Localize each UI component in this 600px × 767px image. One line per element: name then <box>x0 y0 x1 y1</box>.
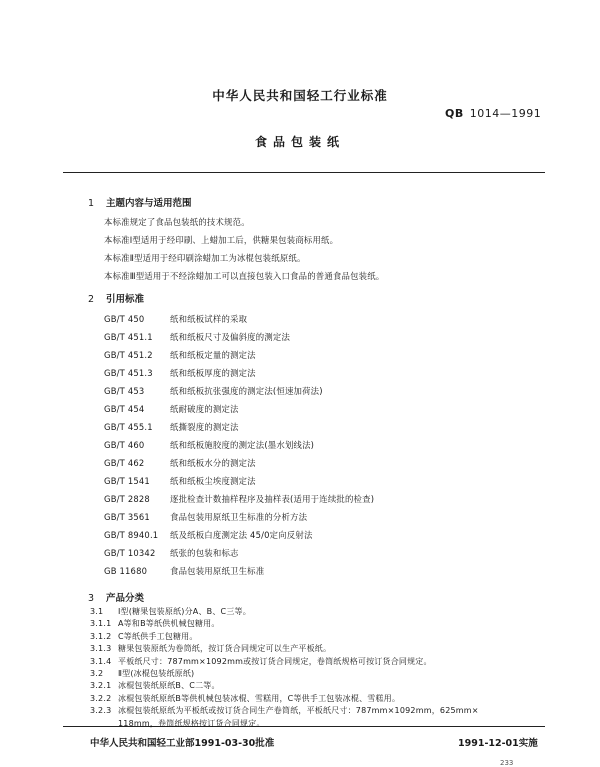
classification-item <box>90 718 265 729</box>
reference-code: GB/T 454 <box>104 404 145 414</box>
reference-item <box>104 565 264 577</box>
section-1-line: 本标准Ⅲ型适用于不经涂蜡加工可以直接包装入口食品的普通食品包装纸。 <box>104 271 385 281</box>
reference-title: 纸撕裂度的测定法 <box>170 422 239 432</box>
reference-item <box>104 349 256 361</box>
section-1-line: 本标准Ⅰ型适用于经印刷、上蜡加工后，供糖果包装商标用纸。 <box>104 235 339 245</box>
clause-text: C等纸供手工包糖用。 <box>118 631 198 641</box>
reference-title: 纸和纸板尺寸及偏斜度的测定法 <box>170 332 291 342</box>
reference-title: 纸及纸板白度测定法 45/0定向反射法 <box>170 530 313 540</box>
section-2-number: 2 <box>88 294 95 305</box>
standard-code-number: 1014—1991 <box>469 107 542 120</box>
clause-text: Ⅱ型(冰棍包装纸原纸) <box>118 669 195 678</box>
section-3-number: 3 <box>88 593 95 604</box>
classification-item <box>90 705 479 716</box>
reference-item <box>104 475 256 487</box>
clause-number: 3.2.2 <box>90 693 112 703</box>
reference-title: 纸和纸板定量的测定法 <box>170 350 256 360</box>
classification-item <box>90 606 251 617</box>
reference-title: 纸和纸板水分的测定法 <box>170 458 256 468</box>
clause-number: 3.1.4 <box>90 656 112 666</box>
reference-code: GB/T 451.2 <box>104 350 153 360</box>
reference-code: GB/T 460 <box>104 440 145 450</box>
reference-code: GB/T 10342 <box>104 548 156 558</box>
reference-item <box>104 493 374 505</box>
clause-text: 冰棍包装纸原纸为平板纸或按订货合同生产卷筒纸，平板纸尺寸：787mm×1092mm，625mm× <box>118 706 479 716</box>
classification-item <box>90 618 220 629</box>
clause-number: 3.2 <box>90 669 104 678</box>
reference-item <box>104 403 239 415</box>
reference-item <box>104 331 290 343</box>
reference-title: 逐批检查计数抽样程序及抽样表(适用于连续批的检查) <box>170 494 375 504</box>
clause-text: 糖果包装原纸为卷筒纸，按订货合同规定可以生产平板纸。 <box>118 644 332 654</box>
clause-number: 3.1.3 <box>90 644 112 654</box>
page-number: 233 <box>500 759 514 767</box>
reference-code: GB/T 453 <box>104 386 145 396</box>
clause-number: 3.2.1 <box>90 681 112 691</box>
reference-item <box>104 385 323 397</box>
reference-item <box>104 367 256 379</box>
reference-title: 纸和纸板尘埃度测定法 <box>170 476 256 486</box>
reference-title: 纸和纸板厚度的测定法 <box>170 368 256 378</box>
section-1-line: 本标准Ⅱ型适用于经印刷涂蜡加工为冰棍包装纸原纸。 <box>104 253 306 263</box>
reference-item <box>104 421 239 433</box>
section-2-heading <box>88 291 144 305</box>
reference-code: GB/T 8940.1 <box>104 530 159 540</box>
reference-item <box>104 547 239 559</box>
approval-line: 中华人民共和国轻工业部1991-03-30批准 <box>90 738 275 749</box>
clause-text: 冰棍包装纸原纸B等供机械包装冰棍、雪糕用，C等供手工包装冰棍、雪糕用。 <box>118 693 401 703</box>
implementation-date: 1991-12-01实施 <box>458 738 538 749</box>
classification-item <box>90 631 198 642</box>
section-2-title: 引用标准 <box>106 294 145 305</box>
section-1-heading <box>88 195 192 209</box>
section-3-title: 产品分类 <box>106 593 145 604</box>
clause-text: Ⅰ型(糖果包装原纸)分A、B、C三等。 <box>118 607 251 616</box>
classification-item <box>90 693 400 704</box>
classification-item <box>90 680 220 691</box>
section-1-title: 主题内容与适用范围 <box>106 198 192 209</box>
reference-code: GB/T 1541 <box>104 476 150 486</box>
section-1-line: 本标准规定了食品包装纸的技术规范。 <box>104 217 250 227</box>
reference-code: GB/T 3561 <box>104 512 150 522</box>
reference-code: GB/T 462 <box>104 458 145 468</box>
reference-code: GB/T 451.1 <box>104 332 153 342</box>
reference-code: GB/T 450 <box>104 314 145 324</box>
reference-code: GB/T 455.1 <box>104 422 153 432</box>
classification-item <box>90 656 432 667</box>
reference-title: 纸耐破度的测定法 <box>170 404 239 414</box>
reference-code: GB 11680 <box>104 566 148 576</box>
clause-number: 3.1.1 <box>90 619 112 629</box>
reference-item <box>104 313 247 325</box>
reference-item <box>104 511 307 523</box>
standard-code <box>445 107 541 120</box>
reference-item <box>104 529 313 541</box>
org-title: 中华人民共和国轻工行业标准 <box>212 88 388 103</box>
reference-code: GB/T 451.3 <box>104 368 153 378</box>
reference-title: 食品包装用原纸卫生标准的分析方法 <box>170 512 308 522</box>
classification-item <box>90 668 194 679</box>
clause-text: 平板纸尺寸：787mm×1092mm或按订货合同规定，卷筒纸规格可按订货合同规定。 <box>118 656 432 666</box>
reference-title: 纸和纸板试样的采取 <box>170 314 248 324</box>
clause-text: 118mm，卷筒纸规格按订货合同规定。 <box>118 718 265 728</box>
reference-title: 纸和纸板施胶度的测定法(墨水划线法) <box>170 440 315 450</box>
reference-title: 纸张的包装和标志 <box>170 548 239 558</box>
reference-item <box>104 439 314 451</box>
section-1-number: 1 <box>88 198 95 209</box>
classification-item <box>90 643 331 654</box>
standard-code-prefix: QB <box>445 107 464 120</box>
clause-number: 3.1.2 <box>90 631 112 641</box>
clause-text: A等和B等纸供机械包糖用。 <box>118 619 220 629</box>
document-title: 食品包装纸 <box>254 135 345 149</box>
header-rule <box>63 172 545 173</box>
clause-number: 3.2.3 <box>90 706 112 716</box>
reference-title: 食品包装用原纸卫生标准 <box>170 566 265 576</box>
reference-code: GB/T 2828 <box>104 494 150 504</box>
reference-title: 纸和纸板抗张强度的测定法(恒速加荷法) <box>170 386 323 396</box>
clause-text: 冰棍包装纸原纸B、C二等。 <box>118 681 220 691</box>
reference-item <box>104 457 256 469</box>
clause-number: 3.1 <box>90 607 104 616</box>
section-3-heading <box>88 590 144 604</box>
